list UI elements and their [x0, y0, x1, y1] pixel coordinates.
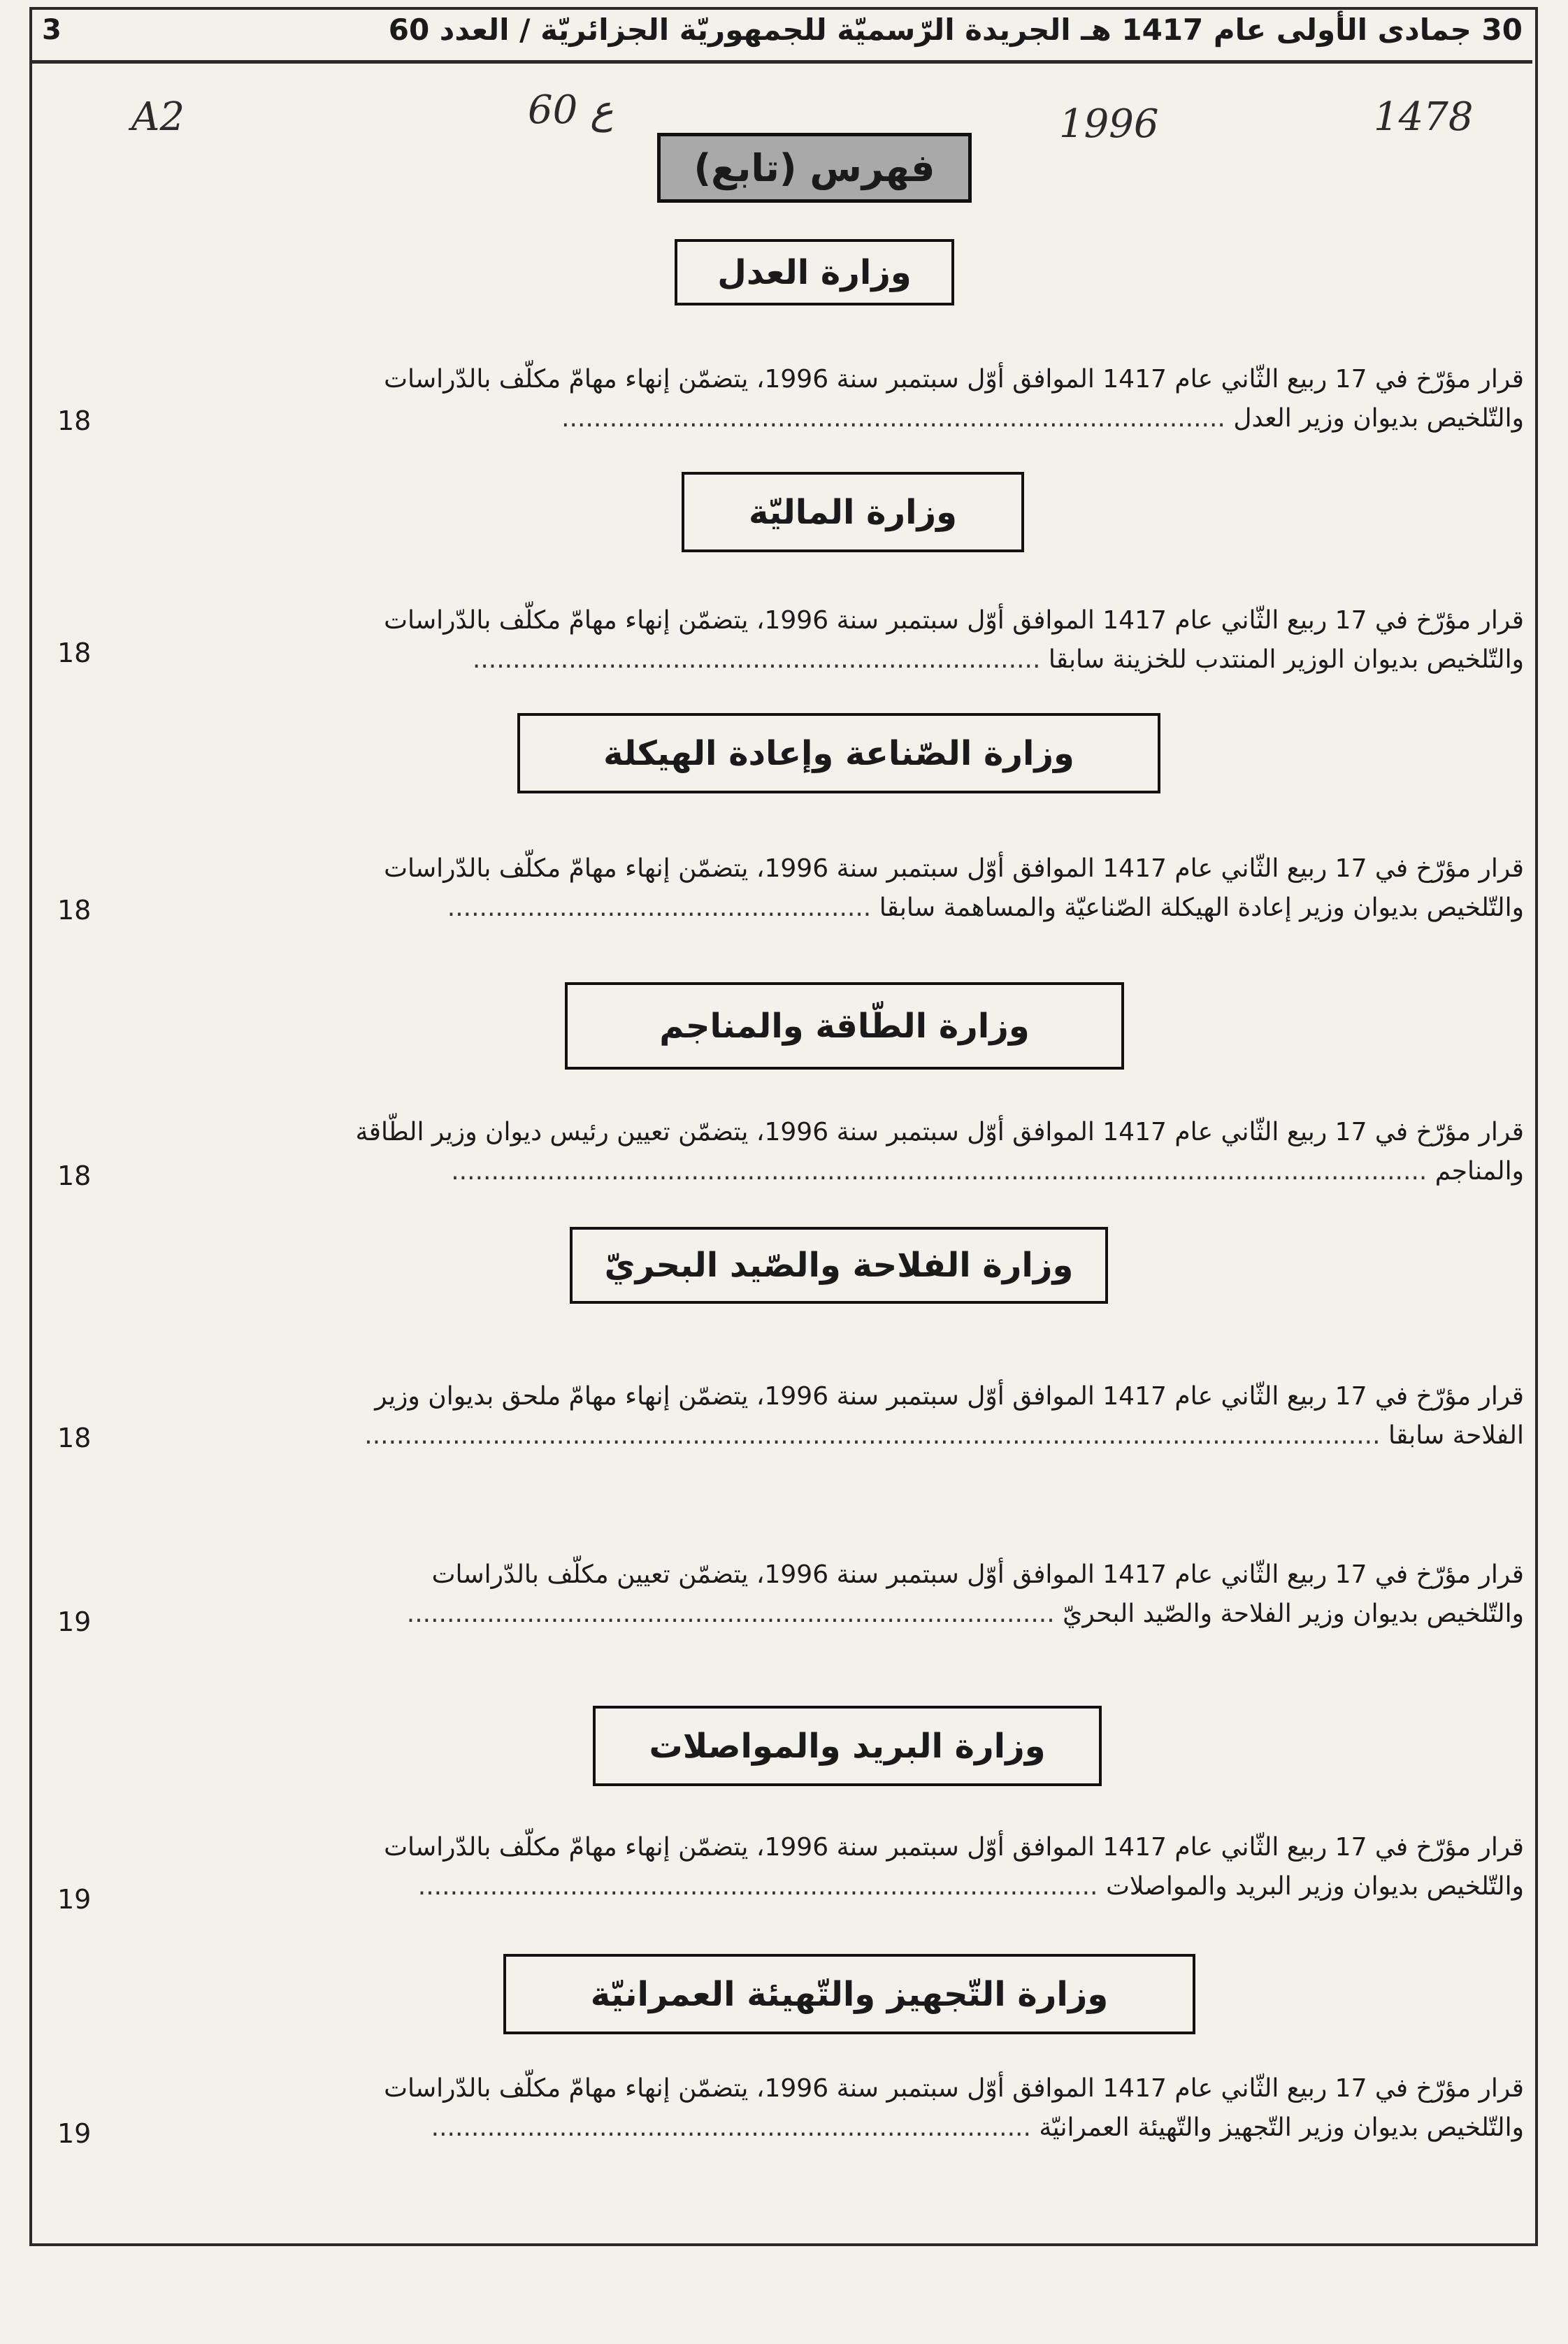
entry-line1: قرار مؤرّخ في 17 ربيع الثّاني عام 1417 الموافق أوّل سبتمبر سنة 1996، يتضمّن إنهاء مهامّ مكلّف بالدّراسات [384, 365, 1524, 394]
index-entry [157, 601, 1524, 680]
entry-page-number: 18 [57, 638, 92, 668]
handwritten-note-a2: A2 [131, 94, 185, 140]
entry-line1: قرار مؤرّخ في 17 ربيع الثّاني عام 1417 الموافق أوّل سبتمبر سنة 1996، يتضمّن إنهاء مهامّ مكلّف بالدّراسات [384, 1833, 1524, 1862]
handwritten-note-issue: ع 60 [528, 87, 614, 133]
entry-line2: والتّلخيص بديوان وزير إعادة الهيكلة الصّناعيّة والمساهمة سابقا ..................................................... [447, 893, 1524, 922]
entry-page-number: 18 [57, 1423, 92, 1453]
index-entry [157, 1828, 1524, 1906]
section-title: وزارة التّجهيز والتّهيئة العمرانيّة [590, 1974, 1109, 2014]
handwritten-note-year: 1996 [1059, 101, 1159, 147]
entry-line2: والتّلخيص بديوان وزير البريد والمواصلات ..................................................................................... [417, 1872, 1524, 1901]
entry-line1: قرار مؤرّخ في 17 ربيع الثّاني عام 1417 الموافق أوّل سبتمبر سنة 1996، يتضمّن إنهاء مهامّ مكلّف بالدّراسات [384, 854, 1524, 883]
entry-page-number: 19 [57, 1606, 92, 1637]
section-title: وزارة البريد والمواصلات [649, 1726, 1046, 1766]
section-heading-finance [682, 472, 1024, 552]
entry-line1: قرار مؤرّخ في 17 ربيع الثّاني عام 1417 الموافق أوّل سبتمبر سنة 1996، يتضمّن تعيين رئيس ديوان وزير الطّاقة [355, 1118, 1524, 1146]
index-entry [157, 1377, 1524, 1455]
entry-line2: والتّلخيص بديوان وزير الفلاحة والصّيد البحريّ ................................................................................. [406, 1599, 1524, 1628]
index-entry [157, 1113, 1524, 1191]
header-title: 30 جمادى الأولى عام 1417 هـ الجريدة الرّسميّة للجمهوريّة الجزائريّة / العدد 60 [388, 13, 1523, 47]
section-heading-energy [565, 982, 1124, 1070]
section-heading-equipment [503, 1954, 1195, 2034]
section-heading-post [593, 1706, 1102, 1786]
entry-line1: قرار مؤرّخ في 17 ربيع الثّاني عام 1417 الموافق أوّل سبتمبر سنة 1996، يتضمّن إنهاء مهامّ مكلّف بالدّراسات [384, 606, 1524, 635]
index-entry [157, 849, 1524, 928]
section-title: وزارة العدل [717, 252, 912, 292]
entry-line2: الفلاحة سابقا ............................................................................................................................... [364, 1421, 1524, 1450]
entry-line1: قرار مؤرّخ في 17 ربيع الثّاني عام 1417 الموافق أوّل سبتمبر سنة 1996، يتضمّن إنهاء مهامّ مكلّف بالدّراسات [384, 2074, 1524, 2103]
section-title: وزارة الطّاقة والمناجم [659, 1006, 1030, 1046]
header-page-number: 3 [42, 14, 62, 46]
section-title: وزارة الصّناعة وإعادة الهيكلة [603, 733, 1074, 773]
section-heading-agriculture [570, 1227, 1108, 1304]
section-heading-justice [675, 239, 954, 305]
entry-page-number: 18 [57, 895, 92, 926]
section-title: وزارة الفلاحة والصّيد البحريّ [604, 1246, 1074, 1285]
index-title: فهرس (تابع) [693, 145, 935, 190]
index-entry [157, 2069, 1524, 2148]
index-entry [157, 360, 1524, 438]
entry-line2: والمناجم .......................................................................................................................... [451, 1157, 1524, 1186]
entry-page-number: 19 [57, 1884, 92, 1915]
entry-line1: قرار مؤرّخ في 17 ربيع الثّاني عام 1417 الموافق أوّل سبتمبر سنة 1996، يتضمّن تعيين مكلّف بالدّراسات [431, 1560, 1524, 1589]
section-title: وزارة الماليّة [748, 492, 957, 532]
index-title-box [657, 133, 972, 203]
entry-page-number: 18 [57, 1160, 92, 1191]
entry-line1: قرار مؤرّخ في 17 ربيع الثّاني عام 1417 الموافق أوّل سبتمبر سنة 1996، يتضمّن إنهاء مهامّ ملحق بديوان وزير [375, 1382, 1524, 1411]
entry-page-number: 19 [57, 2118, 92, 2149]
handwritten-note-number: 1478 [1374, 94, 1474, 140]
entry-line2: والتّلخيص بديوان وزير التّجهيز والتّهيئة العمرانيّة ........................................................................... [431, 2113, 1524, 2142]
entry-page-number: 18 [57, 405, 92, 436]
entry-line2: والتّلخيص بديوان وزير العدل ................................................................................... [561, 404, 1524, 433]
section-heading-industry [517, 713, 1160, 793]
entry-line2: والتّلخيص بديوان الوزير المنتدب للخزينة سابقا ....................................................................... [472, 645, 1524, 674]
page-header [29, 7, 1532, 64]
index-entry [157, 1555, 1524, 1634]
